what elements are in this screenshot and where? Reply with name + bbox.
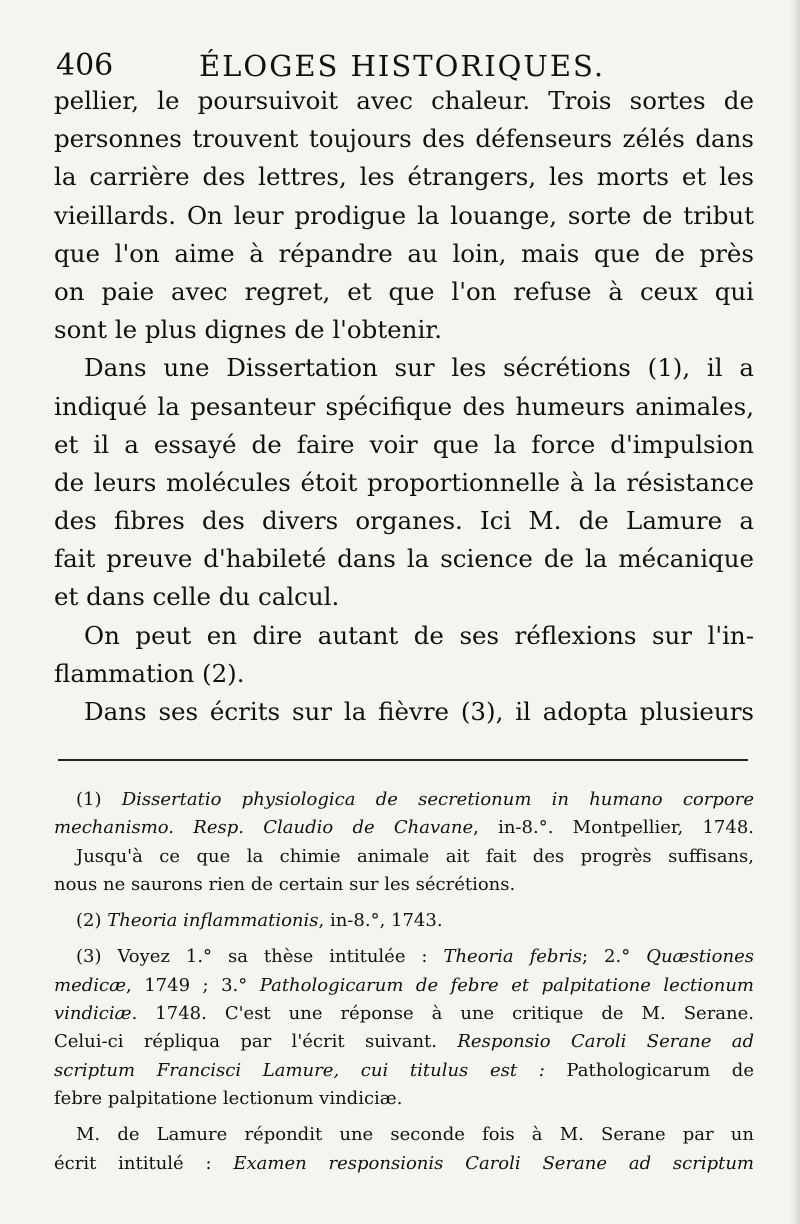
footnote-text: (3) Voyez 1.° sa thèse intitulée :: [76, 946, 444, 968]
body-line: flammation (2).: [54, 658, 245, 688]
footnote-title: Dissertatio physiologica de secretionum in humano corpore: [121, 789, 754, 810]
body-line: fait preuve d'habileté dans la science de la mécanique: [54, 544, 754, 574]
footnote-text: , in-8.°. Montpellier, 1748.: [473, 817, 754, 839]
footnote-title: Theoria febris: [443, 946, 583, 968]
footnote-3-line: febre palpitatione lectionum vindiciæ.: [54, 1087, 403, 1109]
footnote-title: scriptum Francisci Lamure, cui titulus est :: [54, 1059, 545, 1081]
footnote-title: Quæstiones: [646, 946, 754, 968]
body-line: et il a essayé de faire voir que la force d'impulsion: [54, 429, 754, 459]
body-line: vieillards. On leur prodigue la louange, sorte de tribut: [54, 200, 754, 230]
footnote-number: (1): [76, 789, 102, 810]
footnote-title: mechanismo. Resp. Claudio de Chavane: [54, 817, 474, 839]
footnote-text: . 1748. C'est une réponse à une critique de M. Serane.: [131, 1003, 754, 1025]
footnote-title: vindiciæ: [54, 1003, 132, 1025]
body-line: la carrière des lettres, les étrangers, les morts et les: [54, 162, 754, 192]
footnote-1-line: [54, 786, 754, 814]
body-line: que l'on aime à répandre au loin, mais que de près: [54, 238, 754, 268]
footnote-title: Pathologicarum de febre et palpitatione lectionum: [259, 974, 754, 996]
body-line: On peut en dire autant de ses réflexions sur l'in-: [84, 620, 754, 650]
footnote-text: ; 2.°: [582, 946, 647, 968]
footnote-text: , in-8.°, 1743.: [318, 910, 443, 932]
body-line: Dans ses écrits sur la fièvre (3), il adopta plusieurs: [84, 697, 754, 726]
body-line: sont le plus dignes de l'obtenir.: [54, 315, 443, 345]
body-line: de leurs molécules étoit proportionnelle à la résistance: [54, 467, 754, 497]
footnote-1-line: nous ne saurons rien de certain sur les sécrétions.: [54, 873, 516, 895]
page-edge-shadow: [790, 0, 800, 1224]
footnote-text: Pathologicarum de: [544, 1059, 754, 1081]
footnote-3-line: [54, 1057, 754, 1085]
footnote-number: (2): [76, 910, 102, 932]
body-line: Dans une Dissertation sur les sécrétions (1), il a: [84, 353, 754, 383]
footnote-rule: [58, 759, 748, 761]
footnote-text: écrit intitulé :: [54, 1152, 234, 1174]
footnote-3-line: [54, 1028, 754, 1056]
footnote-2-line: [54, 907, 754, 935]
footnote-title: Responsio Caroli Serane ad: [457, 1031, 754, 1053]
body-line: et dans celle du calcul.: [54, 582, 340, 612]
footnote-3-line: M. de Lamure répondit une seconde fois à M. Serane par un: [76, 1124, 754, 1146]
page-number: 406: [56, 48, 114, 83]
footnote-3-line: [54, 943, 754, 971]
body-line: indiqué la pesanteur spécifique des humeurs animales,: [54, 391, 754, 421]
footnote-title: Examen responsionis Caroli Serane ad scriptum: [233, 1152, 754, 1174]
footnote-title: medicæ: [54, 974, 126, 996]
footnotes: [54, 786, 754, 1178]
footnote-text: Celui-ci répliqua par l'écrit suivant.: [54, 1031, 458, 1053]
body-line: personnes trouvent toujours des défenseurs zélés dans: [54, 124, 754, 154]
footnote-3-line: [54, 972, 754, 1000]
body-line: on paie avec regret, et que l'on refuse à ceux qui: [54, 276, 754, 306]
footnote-1-line: [54, 814, 754, 842]
footnote-title: Theoria inflammationis: [107, 910, 319, 932]
body-line: pellier, le poursuivoit avec chaleur. Trois sortes de: [54, 86, 754, 115]
body-text: [54, 82, 754, 731]
footnote-3-line: [54, 1150, 754, 1178]
footnote-3-line: [54, 1000, 754, 1028]
footnote-1-line: Jusqu'à ce que la chimie animale ait fait des progrès suffisans,: [76, 845, 754, 867]
footnote-text: , 1749 ; 3.°: [126, 974, 260, 996]
running-title: ÉLOGES HISTORIQUES.: [199, 49, 606, 83]
body-line: des fibres des divers organes. Ici M. de Lamure a: [54, 506, 754, 536]
